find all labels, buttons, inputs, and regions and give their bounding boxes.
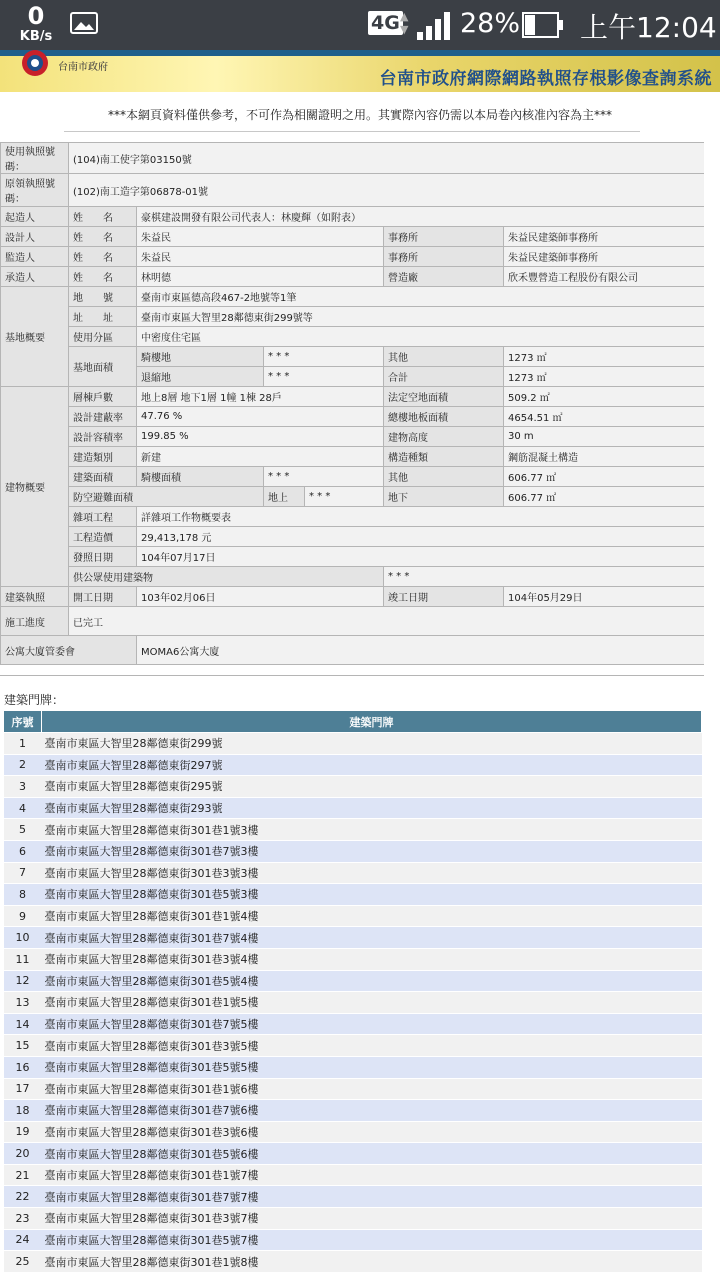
contractor-role: 承造人 [1, 267, 69, 287]
site-other-value: 1273 ㎡ [504, 347, 705, 367]
address-row-addr: 臺南市東區大智里28鄰德東街301巷7號3樓 [42, 840, 702, 862]
arcade-area-value: * * * [264, 467, 384, 487]
address-row-no: 16 [4, 1056, 42, 1078]
height-label: 建物高度 [384, 427, 504, 447]
site-total-label: 合計 [384, 367, 504, 387]
supervisor-office: 朱益民建築師事務所 [504, 247, 705, 267]
cost-value: 29,413,178 元 [137, 527, 705, 547]
address-list-title: 建築門牌： [4, 693, 65, 707]
address-row [4, 754, 702, 776]
address-row [4, 1186, 702, 1208]
address-row [4, 776, 702, 798]
image-notification-icon [70, 12, 98, 34]
address-row-no: 4 [4, 797, 42, 819]
build-area-label: 建築面積 [69, 467, 137, 487]
address-row [4, 948, 702, 970]
address-row [4, 927, 702, 949]
address-row [4, 1143, 702, 1165]
address-row [4, 797, 702, 819]
address-row-addr: 臺南市東區大智里28鄰德東街301巷3號7樓 [42, 1208, 702, 1230]
address-row-addr: 臺南市東區大智里28鄰德東街301巷1號8樓 [42, 1251, 702, 1273]
address-row-no: 13 [4, 992, 42, 1014]
address-row-addr: 臺南市東區大智里28鄰德東街301巷3號6樓 [42, 1121, 702, 1143]
address-row-no: 22 [4, 1186, 42, 1208]
designer-name-label: 姓 名 [69, 227, 137, 247]
signal-strength-icon [416, 12, 454, 40]
supervisor-name: 朱益民 [137, 247, 384, 267]
network-type-badge: 4G [368, 11, 403, 35]
network-speed-unit: KB/s [19, 29, 53, 44]
lot-label: 地 號 [69, 287, 137, 307]
owner-role: 起造人 [1, 207, 69, 227]
address-row-no: 6 [4, 840, 42, 862]
below-label: 地下 [384, 487, 504, 507]
address-row [4, 862, 702, 884]
address-row-addr: 臺南市東區大智里28鄰德東街301巷3號3樓 [42, 862, 702, 884]
site-total-value: 1273 ㎡ [504, 367, 705, 387]
address-row-no: 18 [4, 1100, 42, 1122]
site-section-label: 基地概要 [1, 287, 69, 387]
battery-icon [522, 12, 564, 38]
address-row-addr: 臺南市東區大智里28鄰德東街301巷7號5樓 [42, 1013, 702, 1035]
orig-license-label: 原領執照號碼： [1, 174, 69, 207]
setback-label: 退縮地 [137, 367, 264, 387]
address-row-no: 25 [4, 1251, 42, 1273]
setback-value: * * * [264, 367, 384, 387]
address-row-addr: 臺南市東區大智里28鄰德東街301巷5號7樓 [42, 1229, 702, 1251]
site-area-label: 基地面積 [69, 347, 137, 387]
site-addr-label: 址 址 [69, 307, 137, 327]
owner-name: 豪棋建設開發有限公司代表人：林慶輝（如附表） [137, 207, 705, 227]
address-row-no: 1 [4, 733, 42, 755]
lot-value: 臺南市東區德高段467-2地號等1筆 [137, 287, 705, 307]
building-section-label: 建物概要 [1, 387, 69, 587]
below-value: 606.77 ㎡ [504, 487, 705, 507]
arcade-label: 騎樓地 [137, 347, 264, 367]
supervisor-name-label: 姓 名 [69, 247, 137, 267]
address-row [4, 970, 702, 992]
address-row-no: 12 [4, 970, 42, 992]
address-row-addr: 臺南市東區大智里28鄰德東街301巷5號6樓 [42, 1143, 702, 1165]
address-row-no: 7 [4, 862, 42, 884]
address-row [4, 1100, 702, 1122]
committee-value: MOMA6公寓大廈 [137, 636, 705, 665]
supervisor-office-label: 事務所 [384, 247, 504, 267]
structure-value: 鋼筋混凝土構造 [504, 447, 705, 467]
address-row [4, 884, 702, 906]
address-row-addr: 臺南市東區大智里28鄰德東街293號 [42, 797, 702, 819]
address-row-addr: 臺南市東區大智里28鄰德東街301巷5號5樓 [42, 1056, 702, 1078]
address-row-no: 10 [4, 927, 42, 949]
coverage-label: 設計建蔽率 [69, 407, 137, 427]
address-row-no: 21 [4, 1164, 42, 1186]
floors-value: 地上8層 地下1層 1幢 1棟 28戶 [137, 387, 384, 407]
address-row [4, 1208, 702, 1230]
address-row-no: 17 [4, 1078, 42, 1100]
category-value: 新建 [137, 447, 384, 467]
issue-date-label: 發照日期 [69, 547, 137, 567]
address-row [4, 1035, 702, 1057]
above-label: 地上 [264, 487, 305, 507]
site-other-label: 其他 [384, 347, 504, 367]
contractor-company: 欣禾豐營造工程股份有限公司 [504, 267, 705, 287]
address-row-addr: 臺南市東區大智里28鄰德東街301巷7號4樓 [42, 927, 702, 949]
designer-office: 朱益民建築師事務所 [504, 227, 705, 247]
page-right-margin [704, 142, 720, 1280]
construction-label: 建築執照 [1, 587, 69, 607]
start-date-label: 開工日期 [69, 587, 137, 607]
public-use-label: 供公眾使用建築物 [69, 567, 384, 587]
address-row-addr: 臺南市東區大智里28鄰德東街299號 [42, 733, 702, 755]
address-row-addr: 臺南市東區大智里28鄰德東街301巷1號3樓 [42, 819, 702, 841]
designer-role: 設計人 [1, 227, 69, 247]
misc-label: 雜項工程 [69, 507, 137, 527]
arcade-value: * * * [264, 347, 384, 367]
end-date-label: 竣工日期 [384, 587, 504, 607]
divider [64, 131, 640, 132]
designer-office-label: 事務所 [384, 227, 504, 247]
build-other-value: 606.77 ㎡ [504, 467, 705, 487]
cost-label: 工程造價 [69, 527, 137, 547]
address-row-addr: 臺南市東區大智里28鄰德東街301巷7號7樓 [42, 1186, 702, 1208]
open-area-value: 509.2 ㎡ [504, 387, 705, 407]
disclaimer-text: ***本網頁資料僅供參考，不可作為相關證明之用。其實際內容仍需以本局卷內核准內容為主*** [107, 108, 612, 122]
far-value: 199.85 % [137, 427, 384, 447]
col-addr-header: 建築門牌 [42, 711, 702, 733]
designer-name: 朱益民 [137, 227, 384, 247]
orig-license-value: (102)南工造字第06878-01號 [69, 174, 705, 207]
clock: 上午12:04 [580, 11, 717, 44]
shelter-label: 防空避難面積 [69, 487, 264, 507]
address-row [4, 1013, 702, 1035]
build-other-label: 其他 [384, 467, 504, 487]
address-row-no: 23 [4, 1208, 42, 1230]
address-row [4, 992, 702, 1014]
address-row-addr: 臺南市東區大智里28鄰德東街301巷5號3樓 [42, 884, 702, 906]
address-row-addr: 臺南市東區大智里28鄰德東街295號 [42, 776, 702, 798]
structure-label: 構造種類 [384, 447, 504, 467]
height-value: 30 m [504, 427, 705, 447]
coverage-value: 47.76 % [137, 407, 384, 427]
system-title: 台南市政府網際網路執照存根影像查詢系統 [379, 69, 712, 89]
address-row [4, 1229, 702, 1251]
data-activity-icon: ▲ ▼ [400, 10, 409, 36]
address-row [4, 840, 702, 862]
address-row-addr: 臺南市東區大智里28鄰德東街301巷1號7樓 [42, 1164, 702, 1186]
site-header [0, 50, 720, 92]
address-row [4, 1078, 702, 1100]
public-use-value: * * * [384, 567, 705, 587]
progress-value: 已完工 [69, 607, 705, 636]
address-row-addr: 臺南市東區大智里28鄰德東街301巷3號5樓 [42, 1035, 702, 1057]
header-top-strip [0, 50, 720, 56]
address-table-body [4, 733, 702, 1273]
address-row-addr: 臺南市東區大智里28鄰德東街297號 [42, 754, 702, 776]
arcade-area-label: 騎樓面積 [137, 467, 264, 487]
address-row [4, 733, 702, 755]
address-row [4, 1056, 702, 1078]
address-row [4, 905, 702, 927]
address-row-no: 19 [4, 1121, 42, 1143]
address-row-no: 15 [4, 1035, 42, 1057]
city-emblem-icon[interactable] [20, 50, 50, 78]
status-bar [0, 0, 720, 50]
floor-area-value: 4654.51 ㎡ [504, 407, 705, 427]
category-label: 建造類別 [69, 447, 137, 467]
address-row-addr: 臺南市東區大智里28鄰德東街301巷1號6樓 [42, 1078, 702, 1100]
supervisor-role: 監造人 [1, 247, 69, 267]
use-license-label: 使用執照號碼： [1, 143, 69, 174]
address-row-no: 9 [4, 905, 42, 927]
address-row-no: 3 [4, 776, 42, 798]
address-row [4, 819, 702, 841]
open-area-label: 法定空地面積 [384, 387, 504, 407]
contractor-name: 林明德 [137, 267, 384, 287]
committee-label: 公寓大廈管委會 [1, 636, 137, 665]
address-table-header [4, 711, 702, 733]
network-speed [10, 4, 62, 43]
use-license-value: (104)南工使字第03150號 [69, 143, 705, 174]
site-addr-value: 臺南市東區大智里28鄰德東街299號等 [137, 307, 705, 327]
col-no-header: 序號 [4, 711, 42, 733]
address-row [4, 1121, 702, 1143]
address-row-addr: 臺南市東區大智里28鄰德東街301巷1號5樓 [42, 992, 702, 1014]
contractor-name-label: 姓 名 [69, 267, 137, 287]
zone-value: 中密度住宅區 [137, 327, 705, 347]
address-row-no: 20 [4, 1143, 42, 1165]
owner-name-label: 姓 名 [69, 207, 137, 227]
end-date-value: 104年05月29日 [504, 587, 705, 607]
address-row [4, 1251, 702, 1273]
far-label: 設計容積率 [69, 427, 137, 447]
issue-date-value: 104年07月17日 [137, 547, 705, 567]
address-row-addr: 臺南市東區大智里28鄰德東街301巷7號6樓 [42, 1100, 702, 1122]
contractor-company-label: 營造廠 [384, 267, 504, 287]
zone-label: 使用分區 [69, 327, 137, 347]
misc-value[interactable]: 詳雜項工作物概要表 [137, 507, 705, 527]
address-row-no: 14 [4, 1013, 42, 1035]
floor-area-label: 總樓地板面積 [384, 407, 504, 427]
address-row-no: 5 [4, 819, 42, 841]
address-table [3, 710, 702, 1273]
address-row-no: 24 [4, 1229, 42, 1251]
section-divider [0, 675, 704, 680]
progress-label: 施工進度 [1, 607, 69, 636]
address-row-addr: 臺南市東區大智里28鄰德東街301巷5號4樓 [42, 970, 702, 992]
address-row-addr: 臺南市東區大智里28鄰德東街301巷1號4樓 [42, 905, 702, 927]
address-row [4, 1164, 702, 1186]
network-speed-value: 0 [27, 2, 45, 30]
license-info-table [0, 142, 705, 665]
address-row-no: 8 [4, 884, 42, 906]
floors-label: 層棟戶數 [69, 387, 137, 407]
address-row-no: 2 [4, 754, 42, 776]
address-row-addr: 臺南市東區大智里28鄰德東街301巷3號4樓 [42, 948, 702, 970]
address-row-no: 11 [4, 948, 42, 970]
start-date-value: 103年02月06日 [137, 587, 384, 607]
gov-name: 台南市政府 [58, 62, 108, 73]
battery-percentage: 28% [460, 8, 521, 39]
above-value: * * * [305, 487, 384, 507]
